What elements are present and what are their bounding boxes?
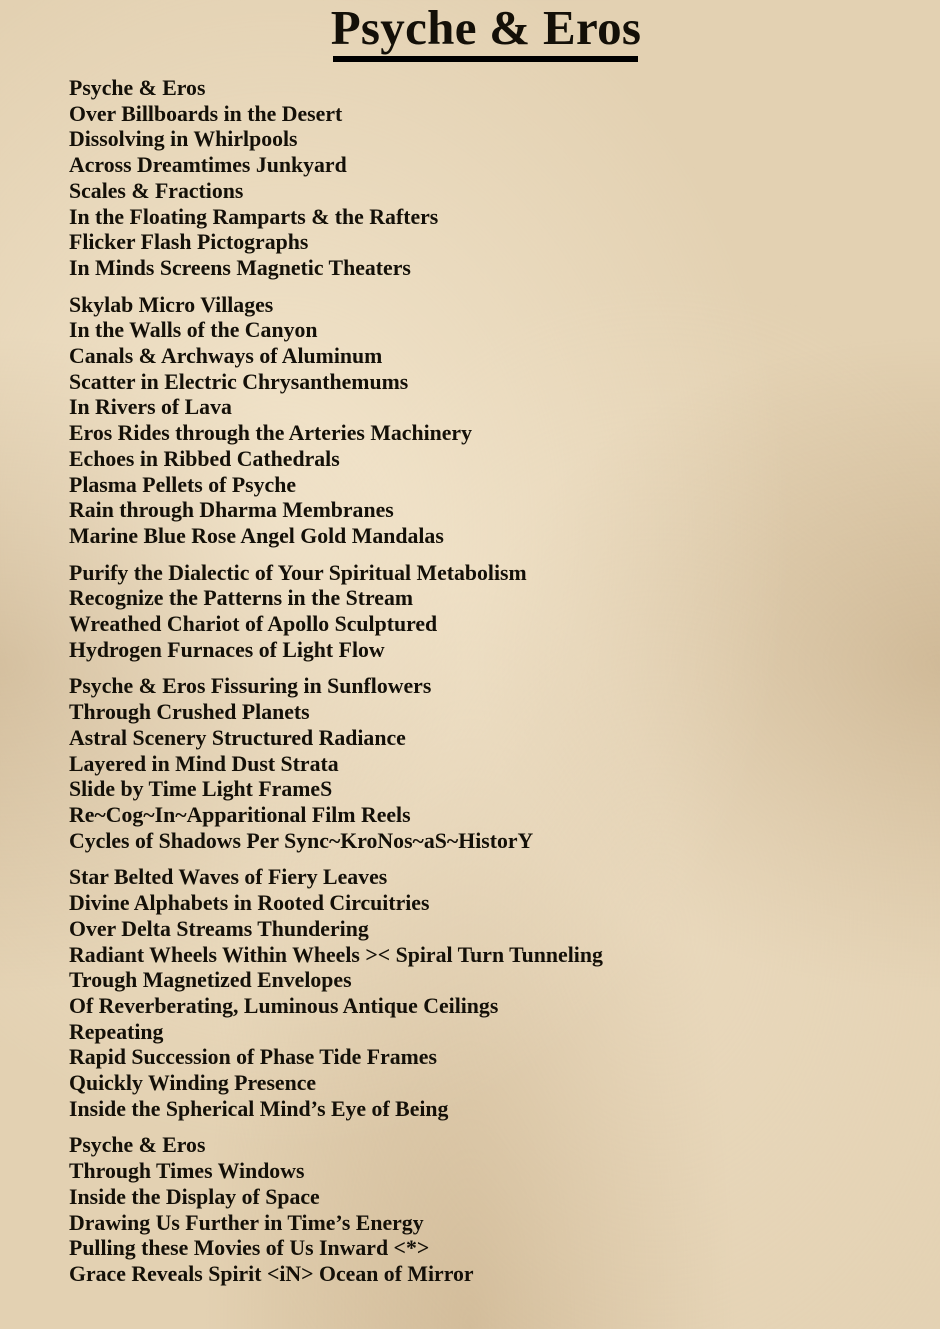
poem-line: In Rivers of Lava <box>69 395 232 420</box>
poem-line: In Minds Screens Magnetic Theaters <box>69 255 411 280</box>
poem-line: Dissolving in Whirlpools <box>69 127 298 152</box>
poem-line: In the Floating Ramparts & the Rafters <box>69 204 439 229</box>
poem-line: Drawing Us Further in Time’s Energy <box>69 1210 424 1235</box>
stanza-3 <box>69 561 603 664</box>
poem-line: Repeating <box>69 1019 164 1044</box>
poem-line: Marine Blue Rose Angel Gold Mandalas <box>69 523 444 548</box>
poem-line: Over Billboards in the Desert <box>69 101 343 126</box>
poem-line: Canals & Archways of Aluminum <box>69 344 383 369</box>
poem-line: Through Crushed Planets <box>69 700 310 725</box>
poem-line: Over Delta Streams Thundering <box>69 916 369 941</box>
poem-line: Psyche & Eros <box>69 76 206 100</box>
page-title: Psyche & Eros <box>330 0 642 55</box>
poem-line: Eros Rides through the Arteries Machinery <box>69 421 473 446</box>
stanza-5 <box>69 865 603 1122</box>
poem-line: Inside the Spherical Mind’s Eye of Being <box>69 1096 449 1121</box>
poem-body <box>69 76 603 1299</box>
poem-line: Wreathed Chariot of Apollo Sculptured <box>69 612 438 637</box>
poem-line: Re~Cog~In~Apparitional Film Reels <box>69 802 411 827</box>
poem-line: Scatter in Electric Chrysanthemums <box>69 369 409 394</box>
stanza-6 <box>69 1133 603 1287</box>
poem-line: Psyche & Eros Fissuring in Sunflowers <box>69 674 432 699</box>
poem-line: In the Walls of the Canyon <box>69 318 318 343</box>
stanza-4 <box>69 674 603 854</box>
stanza-2 <box>69 293 603 550</box>
poem-line: Flicker Flash Pictographs <box>69 230 309 255</box>
poem-line: Hydrogen Furnaces of Light Flow <box>69 637 385 662</box>
poem-line: Through Times Windows <box>69 1159 305 1184</box>
poem-line: Echoes in Ribbed Cathedrals <box>69 446 340 471</box>
poem-line: Radiant Wheels Within Wheels >< Spiral Turn Tunneling <box>69 942 603 967</box>
poem-line: Slide by Time Light FrameS <box>69 777 333 802</box>
poem-line: Skylab Micro Villages <box>69 292 274 317</box>
poem-line: Plasma Pellets of Psyche <box>69 472 296 497</box>
stanza-1 <box>69 76 603 282</box>
poem-line: Scales & Fractions <box>69 178 244 203</box>
poem-line: Purify the Dialectic of Your Spiritual Metabolism <box>69 560 527 585</box>
poem-line: Inside the Display of Space <box>69 1184 320 1209</box>
poem-line: Recognize the Patterns in the Stream <box>69 586 414 611</box>
poem-line: Divine Alphabets in Rooted Circuitries <box>69 891 430 916</box>
poem-line: Pulling these Movies of Us Inward <*> <box>69 1236 430 1261</box>
poem-line: Rain through Dharma Membranes <box>69 498 394 523</box>
poem-line: Quickly Winding Presence <box>69 1071 317 1096</box>
poem-line: Layered in Mind Dust Strata <box>69 751 339 776</box>
poem-line: Cycles of Shadows Per Sync~KroNos~aS~HistorY <box>69 828 534 853</box>
poem-line: Of Reverberating, Luminous Antique Ceilings <box>69 993 499 1018</box>
poem-line: Star Belted Waves of Fiery Leaves <box>69 865 388 890</box>
title-underline <box>333 56 638 62</box>
poem-line: Astral Scenery Structured Radiance <box>69 725 406 750</box>
poem-line: Across Dreamtimes Junkyard <box>69 153 347 178</box>
poem-line: Rapid Succession of Phase Tide Frames <box>69 1045 437 1070</box>
poem-line: Trough Magnetized Envelopes <box>69 968 352 993</box>
poem-line: Grace Reveals Spirit <iN> Ocean of Mirror <box>69 1261 474 1286</box>
poem-line: Psyche & Eros <box>69 1133 206 1158</box>
